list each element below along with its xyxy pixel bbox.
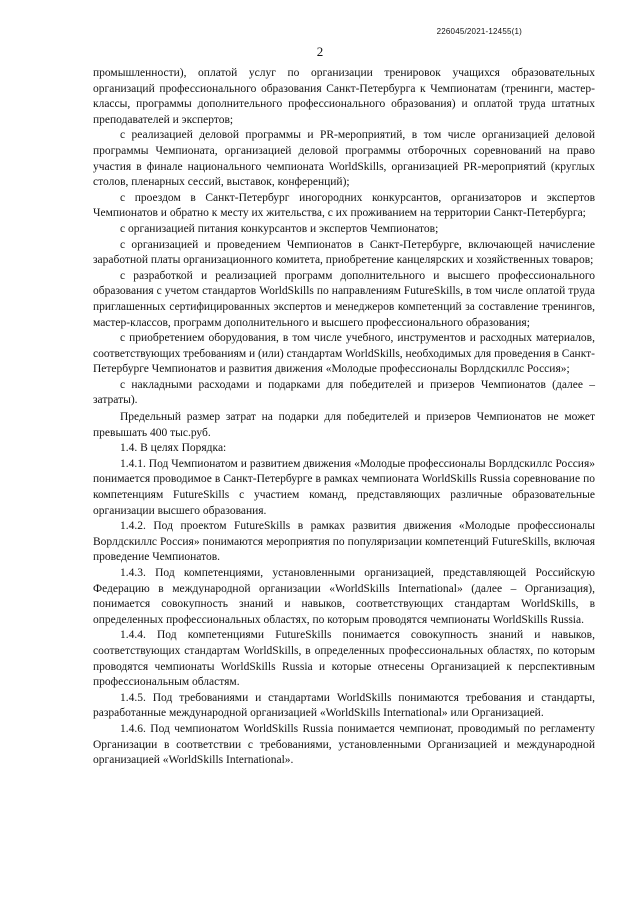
- paragraph: 1.4.3. Под компетенциями, установленными организацией, представляющей Российскую Федерацию в международной организации «WorldSkills International» (далее – Организация), понимается совокупность знаний и навыков, соответствующих стандартам WorldSkills, в определенных профессиональных областях, по которым проводятся чемпионаты WorldSkills Russia.: [93, 567, 595, 626]
- paragraph: с проездом в Санкт-Петербург иногородних конкурсантов, организаторов и экспертов Чемпионатов и обратно к месту их жительства, с их проживанием на территории Санкт-Петербурга;: [93, 191, 595, 220]
- paragraph: с реализацией деловой программы и PR-мероприятий, в том числе организацией деловой программы Чемпионата, организацией деловой программы отборочных соревнований на право участия в финале национального чемпионата WorldSkills, организацией PR-мероприятий (круглых столов, пленарных сессий, выставок, конференций);: [93, 129, 595, 189]
- paragraph: с организацией питания конкурсантов и экспертов Чемпионатов;: [120, 222, 439, 235]
- paragraph: с организацией и проведением Чемпионатов в Санкт-Петербурге, включающей начисление заработной платы организационного комитета, приобретение канцелярских и хозяйственных товаров;: [93, 238, 595, 267]
- document-body: [93, 66, 595, 769]
- paragraph: с накладными расходами и подарками для победителей и призеров Чемпионатов (далее – затраты).: [93, 378, 595, 407]
- paragraph: 1.4.4. Под компетенциями FutureSkills понимается совокупность знаний и навыков, соответствующих стандартам WorldSkills, в определенных профессиональных областях, по которым проводятся чемпионаты WorldSkills Russia и которые отнесены Организацией к перспективным профессиональным областям.: [93, 629, 595, 689]
- paragraph: с приобретением оборудования, в том числе учебного, инструментов и расходных материалов, соответствующих требованиям и (или) стандартам WorldSkills, необходимых для проведения в Санкт-Петербурге Чемпионатов и развития движения «Молодые профессионалы Ворлдскиллс Россия»;: [93, 332, 596, 376]
- paragraph: 1.4.2. Под проектом FutureSkills в рамках развития движения «Молодые профессионалы Ворлдскиллс Россия» понимаются мероприятия по популяризации компетенций FutureSkills, включая проведение Чемпионатов.: [93, 520, 595, 564]
- paragraph: с разработкой и реализацией программ дополнительного и высшего профессионального образования с учетом стандартов WorldSkills по направлениям FutureSkills, в том числе оплатой труда приглашенных сертифицированных экспертов и менеджеров компетенций за составление тренингов, мастер-классов, программ дополнительного и высшего профессионального образования;: [93, 269, 595, 329]
- page-number: 2: [316, 44, 324, 59]
- paragraph: 1.4.5. Под требованиями и стандартами WorldSkills понимаются требования и стандарты, разработанные международной организацией «WorldSkills International» или Организацией.: [93, 691, 595, 720]
- paragraph: промышленности), оплатой услуг по организации тренировок учащихся образовательных организаций профессионального образования Санкт-Петербурга к Чемпионатам (тренинги, мастер-классы, программы дополнительного профессионального образования) и оплатой труда штатных преподавателей и экспертов;: [93, 67, 595, 126]
- document-id: 226045/2021-12455(1): [436, 27, 522, 36]
- paragraph: 1.4.1. Под Чемпионатом и развитием движения «Молодые профессионалы Ворлдскиллс Россия» понимается проводимое в Санкт-Петербурге в рамках чемпионата WorldSkills Russia соревнование по компетенциям FutureSkills с участием команд, представляющих различные образовательные организации высшего образования.: [93, 457, 595, 517]
- paragraph: 1.4.6. Под чемпионатом WorldSkills Russia понимается чемпионат, проводимый по регламенту Организации в соответствии с требованиями, установленными Организацией и международной организацией «WorldSkills International».: [93, 722, 595, 767]
- paragraph: Предельный размер затрат на подарки для победителей и призеров Чемпионатов не может превышать 400 тыс.руб.: [93, 411, 595, 439]
- paragraph: 1.4. В целях Порядка:: [120, 442, 227, 455]
